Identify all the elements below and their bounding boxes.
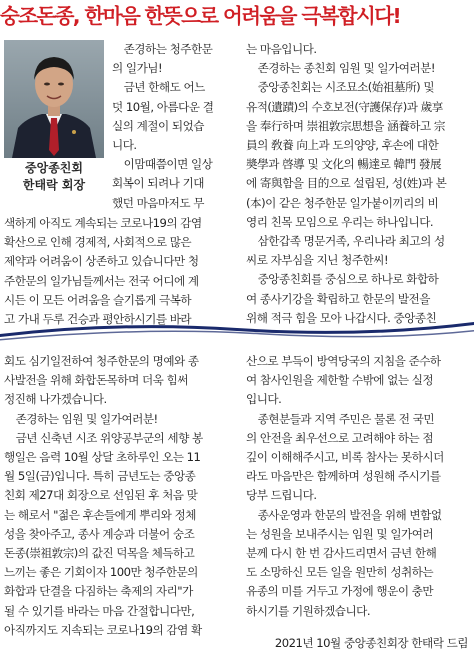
photo-caption	[4, 160, 104, 194]
text-line: 중앙종친회를 중심으로 하나로 화합하	[257, 272, 439, 287]
text-line: 여 종사기강을 확립하고 한문의 발전을	[246, 291, 430, 306]
text-line: 니다.	[112, 138, 137, 153]
text-line: 존경하는 종친회 임원 및 일가여러분!	[257, 61, 435, 76]
text-line: 유적(遺蹟)의 수호보전(守護保存)과 歲享	[246, 99, 443, 114]
text-line: 종사운영과 한문의 발전을 위해 변함없	[257, 507, 442, 522]
text-line: 확산으로 인해 경제적, 사회적으로 많은	[4, 235, 192, 250]
text-line: 덧 10월, 아름다운 결	[112, 99, 214, 114]
text-line: 금년 한해도 어느	[123, 80, 205, 95]
column-top-right	[246, 40, 470, 328]
text-line: 입니다.	[246, 392, 282, 407]
portrait-photo	[4, 40, 104, 158]
text-line: 아직까지도 지속되는 코로나19의 감염 확	[4, 622, 202, 637]
text-line: 씨로 자부심을 지닌 청주한씨!	[246, 253, 389, 268]
text-line: 당부 드립니다.	[246, 488, 317, 503]
headline: 숭조돈종, 한마음 한뜻으로 어려움을 극복합시다!	[0, 4, 401, 28]
text-line: (本)이 같은 청주한문 일가붙이끼리의 비	[246, 195, 439, 210]
text-line: 실의 계절이 되었습	[112, 118, 204, 133]
text-line: 영리 친목 모임으로 우리는 하나입니다.	[246, 214, 434, 229]
section-divider	[0, 312, 474, 346]
text-line: 성을 찾아주고, 종사 계승과 더불어 숭조	[4, 526, 195, 541]
text-line: 라도 마음만은 함께하며 성원해 주시기를	[246, 469, 441, 484]
text-line: 고 가내 두루 건승과 평안하시기를 바라	[4, 312, 192, 327]
caption-name: 한태락 회장	[22, 178, 86, 192]
caption-title: 중앙종친회	[25, 161, 83, 175]
text-line: 奬學과 啓導 및 文化의 暢達로 韓門 發展	[246, 157, 442, 172]
text-line: 회도 심기일전하여 청주한문의 명예와 종	[4, 354, 199, 368]
text-line: 깊이 이해해주시고, 비록 참사는 못하시더	[246, 450, 444, 465]
text-line: 될 수 있기를 바라는 마음 간절합니다만,	[4, 603, 195, 618]
text-line: 員의 敎養 向上과 도의양양, 후손에 대한	[246, 138, 439, 153]
text-line: 는 마음입니다.	[246, 42, 317, 56]
text-line: 금년 신축년 시조 위양공부군의 세향 봉	[15, 430, 203, 445]
text-line: 사발전을 위해 화합돈목하며 더욱 힘써	[4, 373, 188, 388]
text-line: 는 해로서 "젊은 후손들에게 뿌리와 정체	[4, 507, 196, 522]
text-line: 삼한갑족 명문거족, 우리나라 최고의 성	[257, 234, 445, 249]
text-line: 위해 적극 힘을 모아 나갑시다. 중앙종친	[246, 310, 437, 325]
text-line: 을 奉行하며 崇祖敦宗思想을 涵養하고 宗	[246, 118, 445, 133]
text-line: 도 소망하신 모든 일을 원만히 성취하는	[246, 565, 434, 580]
text-line: 돈종(崇祖敦宗)의 값진 덕목을 체득하고	[4, 546, 195, 561]
column-bottom-right	[246, 352, 470, 621]
text-line: 제약과 어려움이 상존하고 있습니다만 청	[4, 254, 199, 269]
text-line: 느끼는 좋은 기회이자 100만 청주한문의	[4, 565, 198, 580]
text-line: 했던 마음마저도 무	[112, 195, 204, 210]
text-line: 분께 다시 한 번 감사드리면서 금년 한해	[246, 546, 437, 561]
text-line: 주한문의 일가님들께서는 전국 어디에 계	[4, 273, 199, 288]
text-line: 에 寄與함을 目的으로 설립된, 성(姓)과 본	[246, 176, 447, 191]
text-line: 의 안전을 최우선으로 고려해야 하는 점	[246, 430, 434, 445]
text-line: 행일은 음력 10월 상달 초하루인 오는 11	[4, 450, 201, 465]
signature-line: 2021년 10월 중앙종친회장 한태락 드림	[274, 636, 468, 650]
text-line: 월 5일(금)입니다. 특히 금년도는 중앙종	[4, 469, 196, 484]
text-line: 존경하는 임원 및 일가여러분!	[15, 411, 158, 426]
text-line: 이맘때쯤이면 일상	[123, 157, 213, 172]
text-line: 중앙종친회는 시조묘소(始祖墓所) 및	[257, 80, 435, 95]
column-top-left-narrow	[112, 40, 240, 213]
text-line: 여 참사인원을 제한할 수밖에 없는 실정	[246, 373, 434, 388]
text-line: 유종의 미를 거두고 가정에 행운이 충만	[246, 584, 434, 599]
text-line: 산으로 부득이 방역당국의 지침을 준수하	[246, 354, 441, 368]
text-line: 종현분들과 지역 주민은 물론 전 국민	[257, 411, 435, 426]
text-line: 친회 제27대 회장으로 선임된 후 처음 맞	[4, 488, 198, 503]
text-line: 의 일가님!	[112, 61, 163, 76]
column-bottom-left	[4, 352, 238, 640]
text-line: 하시기를 기원하겠습니다.	[246, 603, 371, 618]
text-line: 화합과 단결을 다짐하는 축제의 자리"가	[4, 584, 193, 599]
text-line: 회복이 되려나 기대	[112, 176, 204, 191]
text-line: 정진해 나가겠습니다.	[4, 392, 107, 407]
text-line: 존경하는 청주한문	[123, 42, 213, 56]
text-line: 시든 이 모든 어려움을 슬기롭게 극복하	[4, 292, 192, 307]
text-line: 는 성원을 보내주시는 임원 및 일가여러	[246, 526, 434, 541]
text-line: 색하게 아직도 계속되는 코로나19의 감염	[4, 216, 202, 230]
